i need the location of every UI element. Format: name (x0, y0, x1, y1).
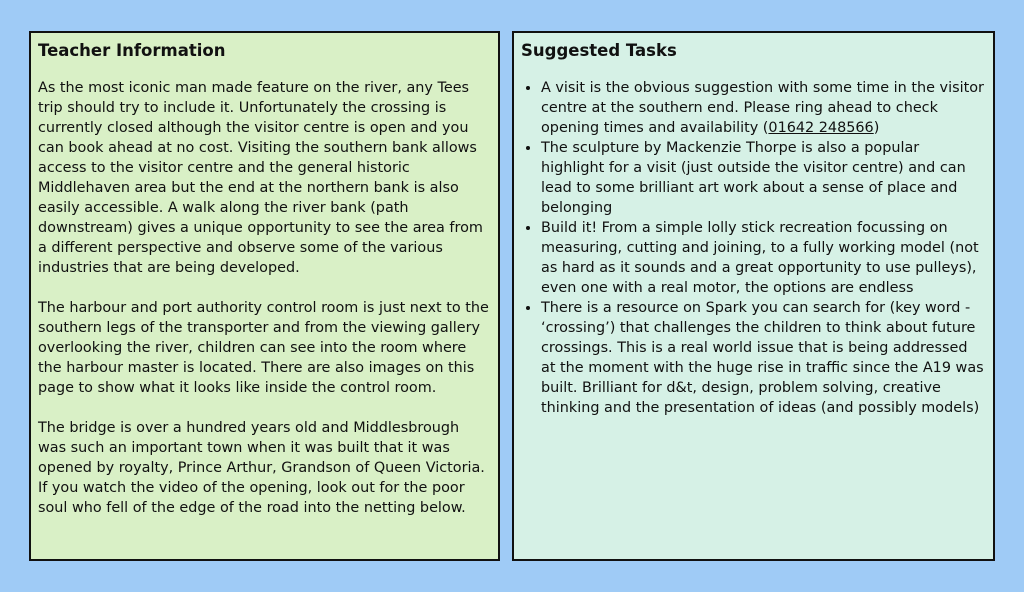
suggested-tasks-panel (512, 31, 995, 561)
task-item-build-it: • Build it! From a simple lolly stick recreation focussing on measuring, cutting and joining, to a fully working model (not as hard as it sounds and a great opportunity to use pulleys), even one with a real motor, the options are endless (541, 218, 986, 298)
task-item-visit-close: ) (873, 120, 880, 136)
teacher-paragraph-1: As the most iconic man made feature on the river, any Tees trip should try to include it. Unfortunately the crossing is currently closed although the visitor centre is open and you can book ahead at no cost. Visiting the southern bank allows access to the visitor centre and the general historic Middlehaven area but the end at the northern bank is also easily accessible. A walk along the river bank (path downstream) gives a unique opportunity to see the area from a different perspective and observe some of the various industries that are being developed. (38, 80, 483, 276)
teacher-information-panel (29, 31, 500, 561)
teacher-paragraph-2: The harbour and port authority control room is just next to the southern legs of the transporter and from the viewing gallery overlooking the river, children can see into the room where the harbour master is located. There are also images on this page to show what it looks like inside the control room. (38, 300, 489, 396)
suggested-tasks-list (521, 78, 986, 418)
teacher-paragraph-3: The bridge is over a hundred years old and Middlesbrough was such an important town when it was built that it was opened by royalty, Prince Arthur, Grandson of Queen Victoria. If you watch the video of the opening, look out for the poor soul who fell of the edge of the road into the netting below. (38, 420, 485, 516)
visitor-centre-phone-link[interactable]: 01642 248566 (768, 120, 874, 136)
task-item-sculpture: • The sculpture by Mackenzie Thorpe is also a popular highlight for a visit (just outside the visitor centre) and can lead to some brilliant art work about a sense of place and belonging (541, 138, 986, 218)
suggested-tasks-heading: Suggested Tasks (521, 41, 677, 60)
teacher-information-heading: Teacher Information (38, 41, 226, 60)
task-item-spark-resource: • There is a resource on Spark you can search for (key word - ‘crossing’) that challenges the children to think about future crossings. This is a real world issue that is being addressed at the moment with the huge rise in traffic since the A19 was built. Brilliant for d&t, design, problem solving, creative thinking and the presentation of ideas (and possibly models) (541, 298, 986, 418)
task-item-visit (541, 78, 986, 138)
task-item-visit-text: A visit is the obvious suggestion with some time in the visitor centre at the southern end. Please ring ahead to check opening times and availability ( (541, 80, 984, 136)
